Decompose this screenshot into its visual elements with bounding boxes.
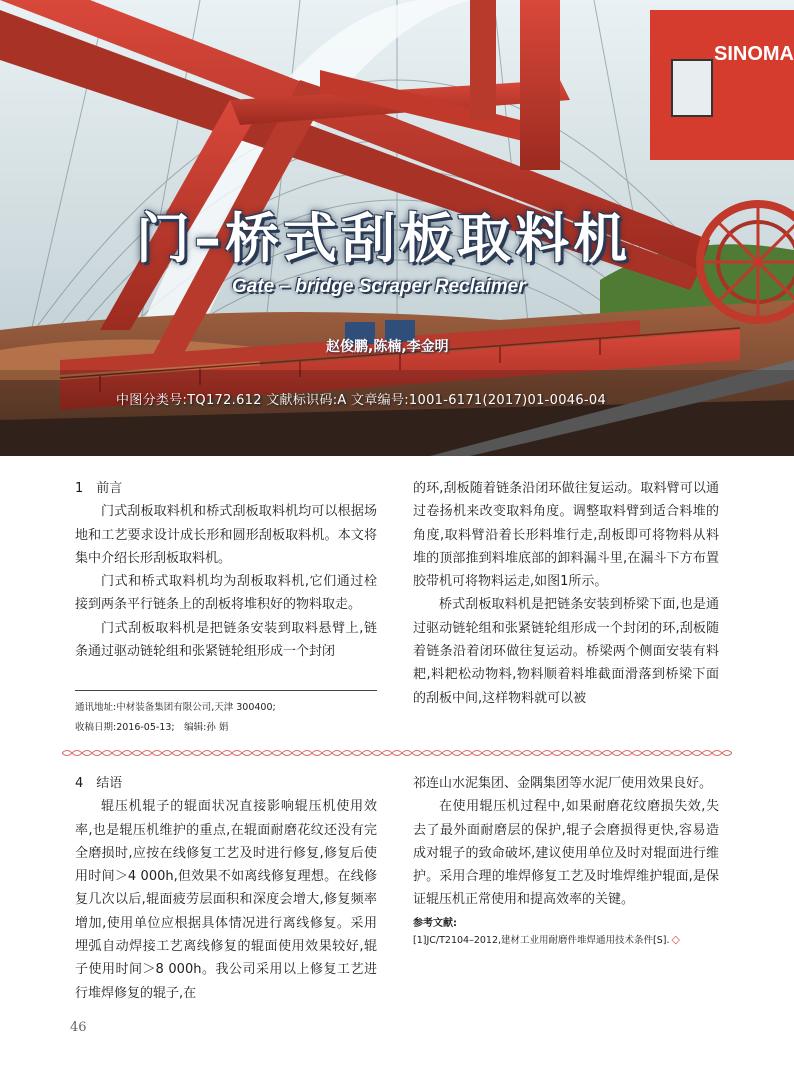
paragraph: 在使用辊压机过程中,如果耐磨花纹磨损失效,失去了最外面耐磨层的保护,辊子会磨损得更快,容易造成对辊子的致命破坏,建议使用单位及时对辊面进行维护。采用合理的堆焊修复工艺及时堆焊维护辊面,是保证辊压机正常使用和提高效率的关键。 (413, 799, 719, 908)
article-subtitle-en: Gate – bridge Scraper Reclaimer (232, 276, 526, 297)
footnote-address: 通讯地址:中材装备集团有限公司,天津 300400; (75, 702, 276, 713)
article-authors: 赵俊鹏,陈楠,李金明 (326, 339, 449, 355)
footnote-dates: 收稿日期:2016-05-13; 编辑:孙 娟 (75, 722, 229, 733)
paragraph: 门式和桥式取料机均为刮板取料机,它们通过栓接到两条平行链条上的刮板将堆积好的物料取走。 (75, 574, 377, 613)
paragraph: 门式刮板取料机是把链条安装到取料悬臂上,链条通过驱动链轮组和张紧链轮组形成一个封闭 (75, 620, 377, 660)
reference-item (413, 932, 719, 949)
references-title: 参考文献: (413, 917, 457, 929)
column-right-upper (413, 477, 719, 710)
paragraph: 祁连山水泥集团、金隅集团等水泥厂使用效果良好。 (413, 776, 713, 791)
footnote-rule (75, 690, 377, 691)
article-title: 门–桥式刮板取料机 (136, 207, 631, 270)
paragraph: 辊压机辊子的辊面状况直接影响辊压机使用效率,也是辊压机维护的重点,在辊面耐磨花纹还没有完全磨损时,应按在线修复工艺及时进行修复,修复后使用时间＞4 000h,但效果不如离线修复理想。在线修复几次以后,辊面疲劳层面积和深度会增大,修复频率增加,使用单位应根据具体情况进行离线修复。采用埋弧自动焊接工艺离线修复的辊面使用效果较好,辊子使用时间＞8 000h。我公司采用以上修复工艺进行堆焊修复的辊子,在 (75, 799, 377, 1001)
column-right-lower (413, 772, 719, 949)
paragraph: 的环,刮板随着链条沿闭环做往复运动。取料臂可以通过卷扬机来改变取料角度。调整取料臂到适合料堆的角度,取料臂沿着长形料堆行走,刮板即可将物料从料堆的顶部推到料堆底部的卸料漏斗里,在漏斗下方布置胶带机可将物料运走,如图1所示。 (413, 481, 719, 590)
section-heading-intro: 1 前言 (75, 481, 123, 496)
paragraph: 门式刮板取料机和桥式刮板取料机均可以根据场地和工艺要求设计成长形和圆形刮板取料机。本文将集中介绍长形刮板取料机。 (75, 504, 377, 566)
hero-photo (0, 0, 794, 456)
section-divider (62, 748, 732, 758)
brand-label: SINOMA (714, 43, 794, 65)
classification-line: 中图分类号:TQ172.612 文献标识码:A 文章编号:1001-6171(2017)01-0046-04 (116, 393, 607, 408)
reference-text: [1]JC/T2104–2012,建材工业用耐磨件堆焊通用技术条件[S]. (413, 934, 670, 946)
page-number: 46 (70, 1020, 87, 1035)
paragraph: 桥式刮板取料机是把链条安装到桥梁下面,也是通过驱动链轮组和张紧链轮组形成一个封闭的环,刮板随着链条沿着闭环做往复运动。桥梁两个侧面安装有料耙,料耙松动物料,物料顺着料堆截面滑落到桥梁下面的刮板中间,这样物料就可以被 (413, 597, 719, 706)
column-left-lower (75, 772, 377, 1005)
column-left-upper (75, 477, 377, 663)
section-heading-conclusion: 4 结语 (75, 776, 123, 791)
end-mark-icon: ◇ (671, 932, 680, 946)
